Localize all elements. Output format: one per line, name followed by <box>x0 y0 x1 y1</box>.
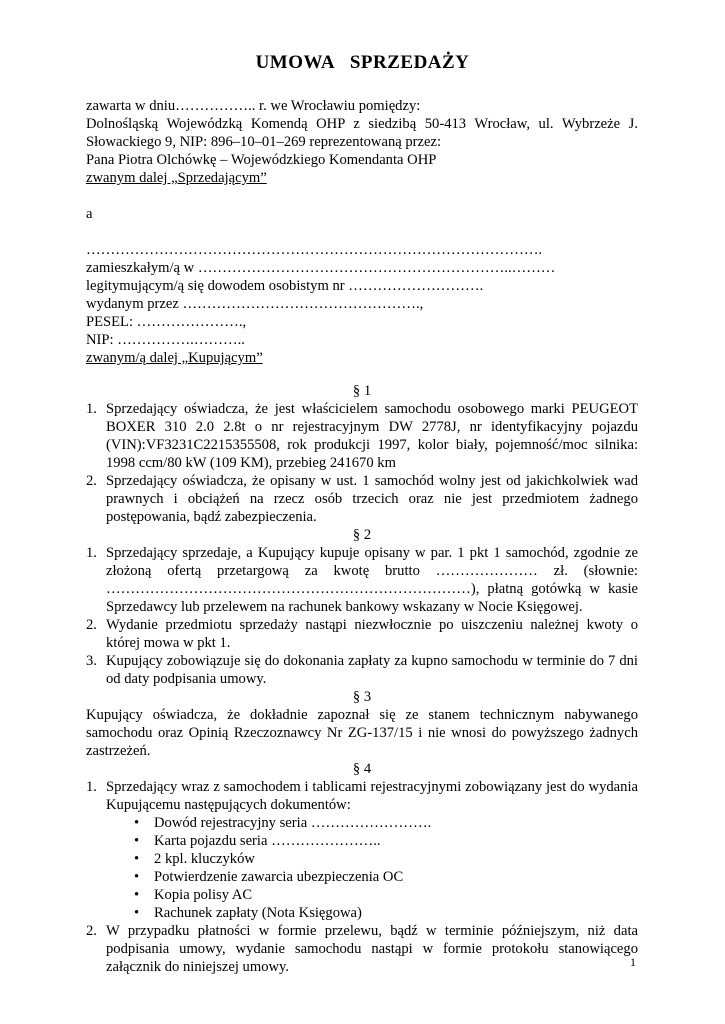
list-item: • 2 kpl. kluczyków <box>154 850 638 868</box>
section-4-heading: § 4 <box>352 761 372 777</box>
documents-list <box>86 814 638 922</box>
document-title: UMOWA SPRZEDAŻY <box>255 52 470 73</box>
buyer-pesel-line: PESEL: …………………., <box>86 314 247 330</box>
list-item: • Rachunek zapłaty (Nota Księgowa) <box>154 904 638 922</box>
list-item: • Dowód rejestracyjny seria ……………………. <box>154 814 638 832</box>
section-3-text: Kupujący oświadcza, że dokładnie zapoznał się ze stanem technicznym nabywanego samochodu oraz Opinią Rzeczoznawcy Nr ZG-137/15 i nie wnosi do powyższego żadnych zastrzeżeń. <box>86 707 638 759</box>
section-1-item: 1. Sprzedający oświadcza, że jest właścicielem samochodu osobowego marki PEUGEOT BOXER 310 2.0 2.8t o nr rejestracyjnym DW 2778J, nr identyfikacyjny pojazdu (VIN):VF3231C2215355508, rok produkcji 1997, kolor biały, pojemność/moc silnika: 1998 ccm/80 kW (109 KM), przebieg 241670 km <box>86 401 638 471</box>
section-2-heading: § 2 <box>352 527 372 543</box>
parties-section <box>86 97 638 367</box>
buyer-address-line: zamieszkałym/ą w ………………………………………………………..……… <box>86 260 556 276</box>
page-number: 1 <box>630 955 636 969</box>
seller-label: zwanym dalej „Sprzedającym” <box>86 170 267 186</box>
section-4-item: 2. W przypadku płatności w formie przelewu, bądź w terminie późniejszym, niż data podpisania umowy, wydanie samochodu nastąpi w formie protokołu stanowiącego załącznik do niniejszej umowy. <box>86 923 638 975</box>
section-1-item: 2. Sprzedający oświadcza, że opisany w ust. 1 samochód wolny jest od jakichkolwiek wad prawnych i obciążeń na rzecz osób trzecich oraz nie jest przedmiotem żadnego postępowania, bądź zabezpieczenia. <box>86 473 638 525</box>
buyer-line: …………………………………………………………………………………. <box>86 242 543 258</box>
list-item: • Potwierdzenie zawarcia ubezpieczenia OC <box>154 868 638 886</box>
section-2-item: 1. Sprzedający sprzedaje, a Kupujący kupuje opisany w par. 1 pkt 1 samochód, zgodnie ze złożoną ofertą przetargową za kwotę brutto ………………… zł. (słownie: …………………………………………………………………), płatną gotówką w kasie Sprzedawcy lub przelewem na rachunek bankowy wskazany w Nocie Księgowej. <box>86 545 638 615</box>
section-2-item: 3. Kupujący zobowiązuje się do dokonania zapłaty za kupno samochodu w terminie do 7 dni od daty podpisania umowy. <box>86 653 638 687</box>
section-3-heading: § 3 <box>352 689 372 705</box>
section-4-list-continued <box>86 922 638 976</box>
section-1-list <box>86 400 638 526</box>
seller-representative: Pana Piotra Olchówkę – Wojewódzkiego Komendanta OHP <box>86 152 437 168</box>
and-word: a <box>86 206 93 222</box>
seller-details: Dolnośląską Wojewódzką Komendą OHP z siedzibą 50-413 Wrocław, ul. Wybrzeże J. Słowackiego 9, NIP: 896–10–01–269 reprezentowaną przez: <box>86 116 638 150</box>
intro-line: zawarta w dniu…………….. r. we Wrocławiu pomiędzy: <box>86 98 421 114</box>
buyer-id-line: legitymującym/ą się dowodem osobistym nr ………………………. <box>86 278 484 294</box>
section-4-item: 1. Sprzedający wraz z samochodem i tablicami rejestracyjnymi zobowiązany jest do wydania Kupującemu następujących dokumentów: <box>86 779 638 813</box>
list-item: • Kopia polisy AC <box>154 886 638 904</box>
section-2-item: 2. Wydanie przedmiotu sprzedaży nastąpi niezwłocznie po uiszczeniu należnej kwoty o której mowa w pkt 1. <box>86 617 638 651</box>
list-item: • Karta pojazdu seria ………………….. <box>154 832 638 850</box>
sections <box>86 382 638 976</box>
buyer-issued-by-line: wydanym przez …………………………………………., <box>86 296 424 312</box>
buyer-nip-line: NIP: …………….……….. <box>86 332 245 348</box>
section-4-list <box>86 778 638 814</box>
section-1-heading: § 1 <box>352 383 372 399</box>
section-2-list <box>86 544 638 688</box>
buyer-label: zwanym/ą dalej „Kupującym” <box>86 350 263 366</box>
